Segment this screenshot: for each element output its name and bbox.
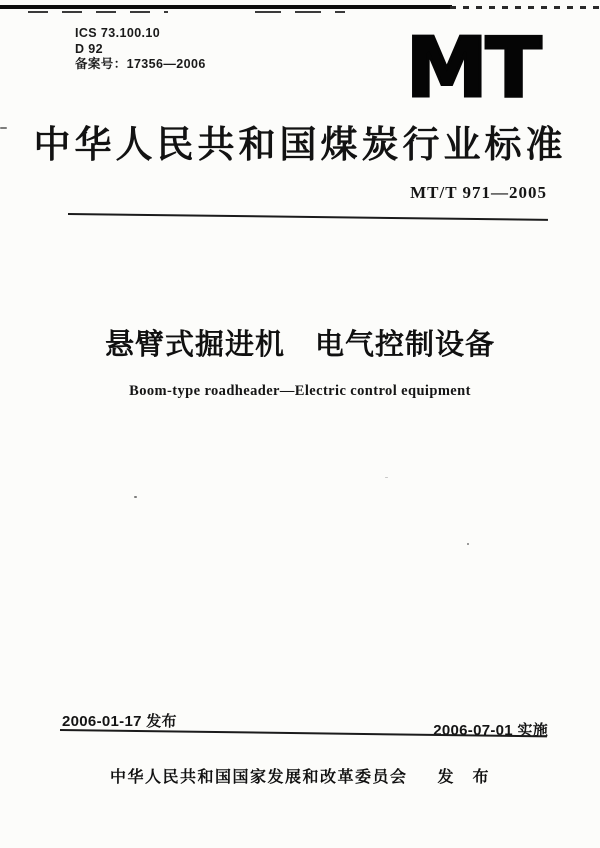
mt-logo: MT (406, 21, 540, 116)
scan-artifact-top-dashes (450, 6, 600, 9)
scan-artifact-subdash (28, 11, 168, 13)
scan-edge-mark (0, 127, 7, 129)
header-rule (68, 213, 548, 221)
scan-speck (134, 496, 137, 498)
implementation-date: 2006-07-01 实施 (433, 722, 548, 739)
ics-code: ICS 73.100.10 (75, 26, 161, 40)
document-title-en: Boom-type roadheader—Electric control equipment (129, 383, 471, 399)
record-number: 备案号：17356—2006 (75, 57, 206, 71)
publisher-name: 中华人民共和国国家发展和改革委员会 (109, 769, 408, 786)
classification-block (75, 26, 206, 73)
document-title-cn: 悬臂式掘进机 电气控制设备 (104, 329, 495, 361)
publish-label: 发 布 (437, 769, 491, 786)
standard-number: MT/T 971—2005 (410, 183, 547, 202)
document-class-code: D 92 (75, 41, 104, 56)
scan-artifact-subdash2 (255, 11, 345, 13)
issue-date: 2006-01-17 发布 (62, 713, 177, 730)
standard-category-title: 中华人民共和国煤炭行业标准 (33, 124, 567, 165)
scan-artifact-top-line (0, 5, 452, 9)
publisher-row (0, 764, 600, 787)
scan-speck (467, 543, 469, 545)
scan-speck (385, 477, 388, 478)
